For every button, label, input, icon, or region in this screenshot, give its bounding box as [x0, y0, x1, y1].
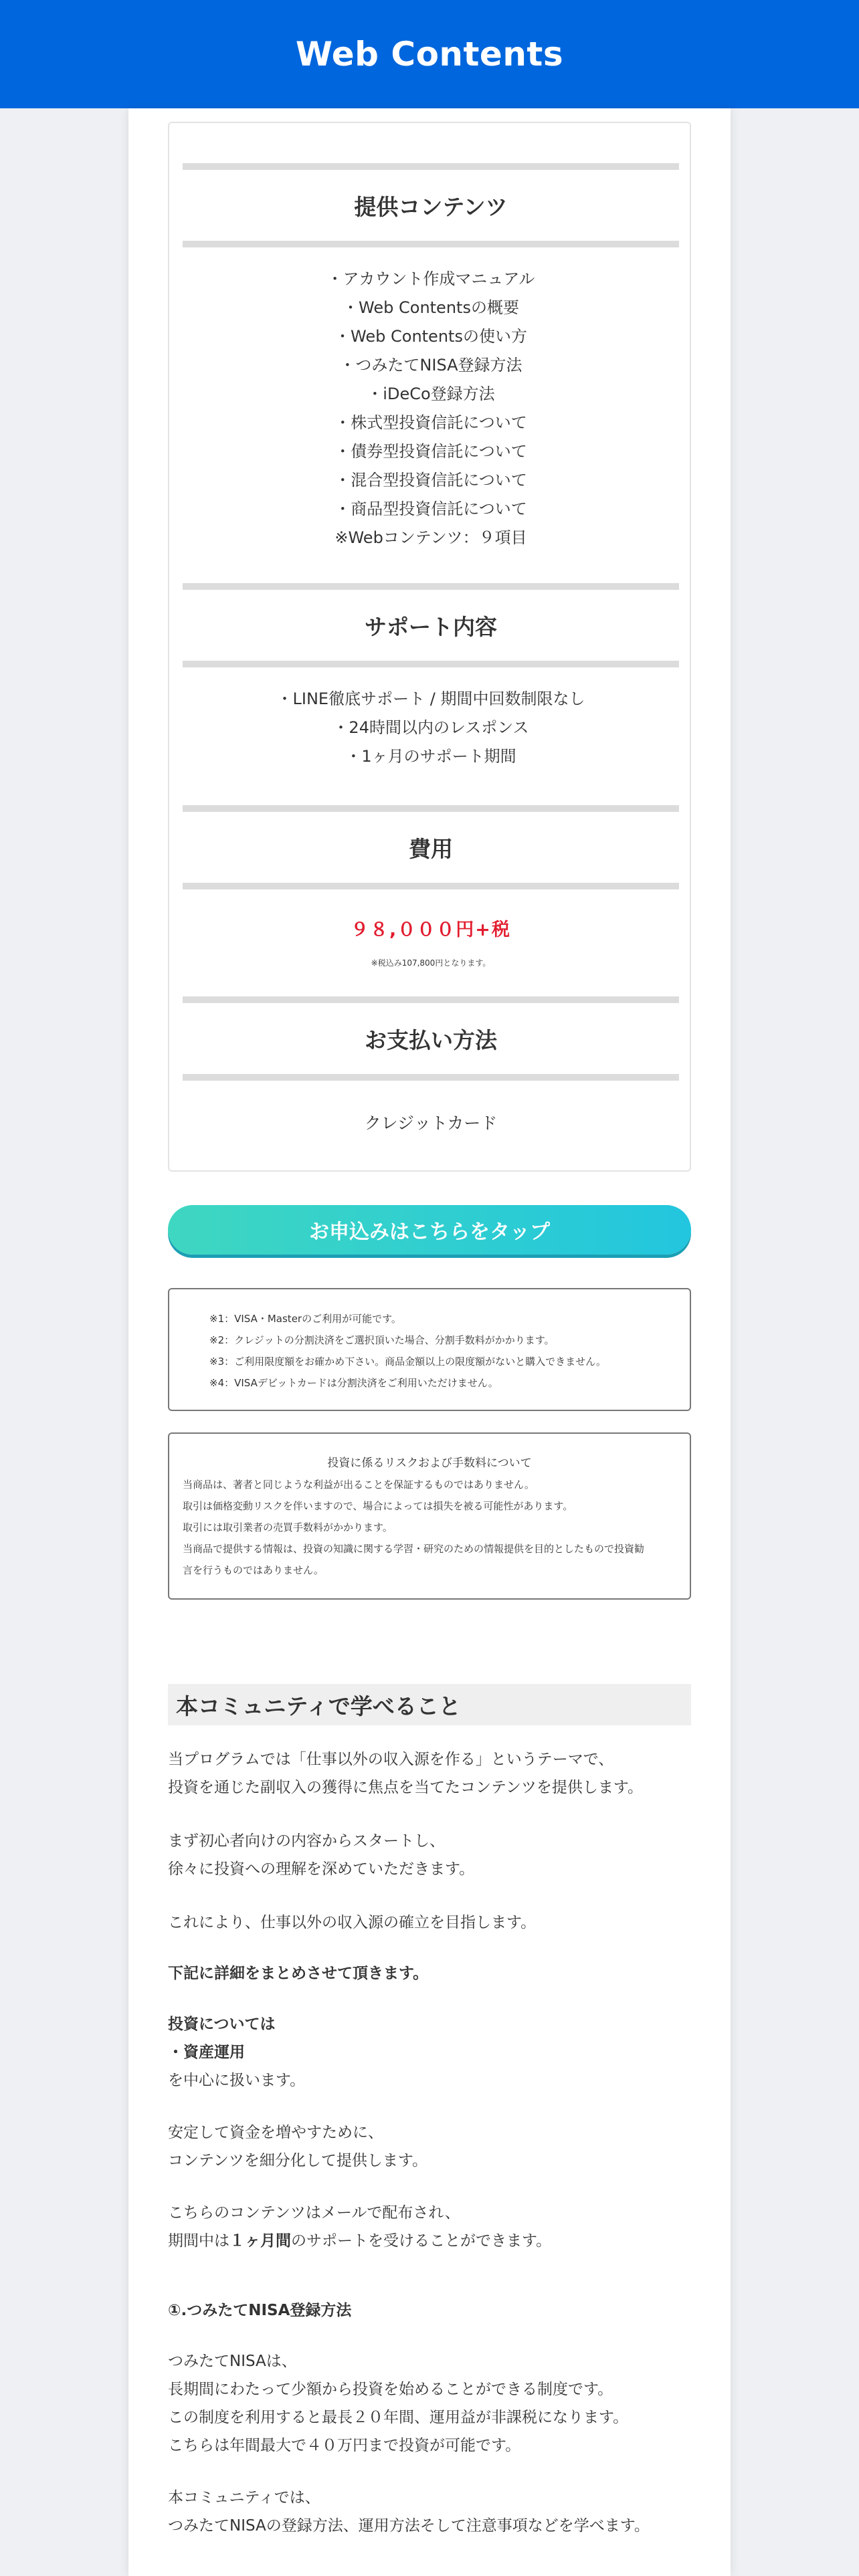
- payment-notes-box: [168, 1288, 691, 1411]
- list-item: ・Web Contentsの概要: [343, 298, 519, 317]
- list-item: ・1ヶ月のサポート期間: [345, 747, 516, 766]
- payment-heading-bar: [183, 996, 679, 1081]
- paragraph-line: 長期間にわたって少額から投資を始めることができる制度です。: [168, 2381, 613, 2398]
- list-item: ・iDeCo登録方法: [367, 385, 495, 403]
- note-line: ※4：VISAデビットカードは分割決済をご利用いただけません。: [209, 1377, 498, 1389]
- paragraph-line: 徐々に投資への理解を深めていただきます。: [168, 1860, 475, 1878]
- contents-heading: 提供コンテンツ: [354, 193, 508, 220]
- apply-button[interactable]: お申込みはこちらをタップ: [168, 1205, 691, 1255]
- paragraph-line: を中心に扱います。: [168, 2072, 306, 2089]
- learn-paragraph-7: [168, 2199, 691, 2255]
- risk-line: 取引は価格変動リスクを伴いますので、場合によっては損失を被る可能性があります。: [183, 1500, 573, 1512]
- paragraph-line: つみたてNISAは、: [168, 2353, 297, 2370]
- main-content: [128, 108, 731, 2576]
- plan-card: [168, 122, 691, 1172]
- contents-heading-bar: [183, 163, 679, 247]
- paragraph-line: つみたてNISAの登録方法、運用方法そして注意事項などを学べます。: [168, 2517, 650, 2535]
- learn-paragraph-4: [168, 1959, 691, 1988]
- risk-line: 取引には取引業者の売買手数料がかかります。: [183, 1521, 393, 1533]
- paragraph-line: これにより、仕事以外の収入源の確立を目指します。: [168, 1914, 537, 1931]
- nisa-heading-block: [168, 2296, 691, 2325]
- risk-disclaimer-box: [168, 1432, 691, 1600]
- support-list: [183, 667, 679, 771]
- risk-line: 当商品は、著者と同じような利益が出ることを保証するものではありません。: [183, 1479, 535, 1491]
- list-item: ・債券型投資信託について: [335, 442, 527, 461]
- support-section: [183, 583, 679, 771]
- paragraph-text: 期間中は: [168, 2232, 229, 2250]
- nisa-heading: ①.つみたてNISA登録方法: [168, 2302, 352, 2319]
- paragraph-line: この制度を利用すると最長２０年間、運用益が非課税になります。: [168, 2409, 629, 2426]
- list-item: ・商品型投資信託について: [335, 500, 527, 518]
- price-note: ※税込み107,800円となります。: [371, 958, 491, 968]
- list-item: ・株式型投資信託について: [335, 413, 527, 432]
- paragraph-text: のサポートを受けることができます。: [291, 2232, 552, 2250]
- learn-paragraph-3: [168, 1909, 691, 1937]
- contents-section: [183, 163, 679, 552]
- header-bar: [0, 0, 859, 108]
- learn-paragraph-5: [168, 2010, 691, 2095]
- fee-heading: 費用: [409, 835, 453, 862]
- paragraph-line: 本コミュニティでは、: [168, 2489, 320, 2506]
- learn-paragraph-6: [168, 2119, 691, 2175]
- paragraph-line: こちらのコンテンツはメールで配布され、: [168, 2204, 460, 2222]
- learn-paragraph-1: [168, 1745, 691, 1802]
- list-item: ・Web Contentsの使い方: [335, 327, 527, 346]
- learn-section-title: 本コミュニティで学べること: [168, 1684, 691, 1725]
- paragraph-line: コンテンツを細分化して提供します。: [168, 2152, 428, 2169]
- note-line: ※1：VISA・Masterのご利用が可能です。: [209, 1313, 401, 1325]
- paragraph-line: 投資を通じた副収入の獲得に焦点を当てたコンテンツを提供します。: [168, 1779, 644, 1796]
- list-item: ・24時間以内のレスポンス: [332, 718, 529, 737]
- paragraph-line: まず初心者向けの内容からスタートし、: [168, 1832, 445, 1850]
- paragraph-line: [168, 2227, 691, 2255]
- list-item: ・LINE徹底サポート / 期間中回数制限なし: [276, 689, 585, 708]
- list-item: ・混合型投資信託について: [335, 471, 527, 490]
- paragraph-line: 投資については: [168, 2016, 276, 2033]
- note-line: ※3：ご利用限度額をお確かめ下さい。商品金額以上の限度額がないと購入できません。: [209, 1356, 607, 1368]
- payment-section: [183, 996, 679, 1134]
- fee-heading-bar: [183, 805, 679, 889]
- list-item: ※Webコンテンツ：９項目: [335, 528, 527, 547]
- learn-paragraph-9: [168, 2484, 691, 2540]
- risk-line: 言を行うものではありません。: [183, 1564, 324, 1576]
- contents-list: [183, 247, 679, 552]
- page-title: Web Contents: [295, 35, 564, 74]
- list-item: ・つみたてNISA登録方法: [339, 356, 522, 374]
- payment-heading: お支払い方法: [365, 1027, 497, 1053]
- support-heading-bar: [183, 583, 679, 667]
- support-heading: サポート内容: [365, 613, 497, 640]
- risk-line: 当商品で提供する情報は、投資の知識に関する学習・研究のための情報提供を目的としたもので投資勧: [183, 1543, 645, 1555]
- paragraph-line: 下記に詳細をまとめさせて頂きます。: [168, 1965, 429, 1982]
- paragraph-line: こちらは年間最大で４０万円まで投資が可能です。: [168, 2437, 521, 2454]
- paragraph-line: ・資産運用: [168, 2044, 245, 2061]
- fee-section: [183, 805, 679, 968]
- payment-method: クレジットカード: [364, 1113, 498, 1133]
- paragraph-line: 当プログラムでは「仕事以外の収入源を作る」というテーマで、: [168, 1751, 614, 1768]
- price-text: ９８,０００円+税: [351, 920, 511, 940]
- risk-title: 投資に係るリスクおよび手数料について: [327, 1457, 532, 1470]
- learn-paragraph-2: [168, 1827, 691, 1883]
- note-line: ※2：クレジットの分割決済をご選択頂いた場合、分割手数料がかかります。: [209, 1334, 555, 1346]
- support-period-emphasis: １ヶ月間: [229, 2232, 291, 2250]
- learn-paragraph-8: [168, 2347, 691, 2460]
- paragraph-line: 安定して資金を増やすために、: [168, 2124, 383, 2141]
- list-item: ・アカウント作成マニュアル: [326, 270, 535, 288]
